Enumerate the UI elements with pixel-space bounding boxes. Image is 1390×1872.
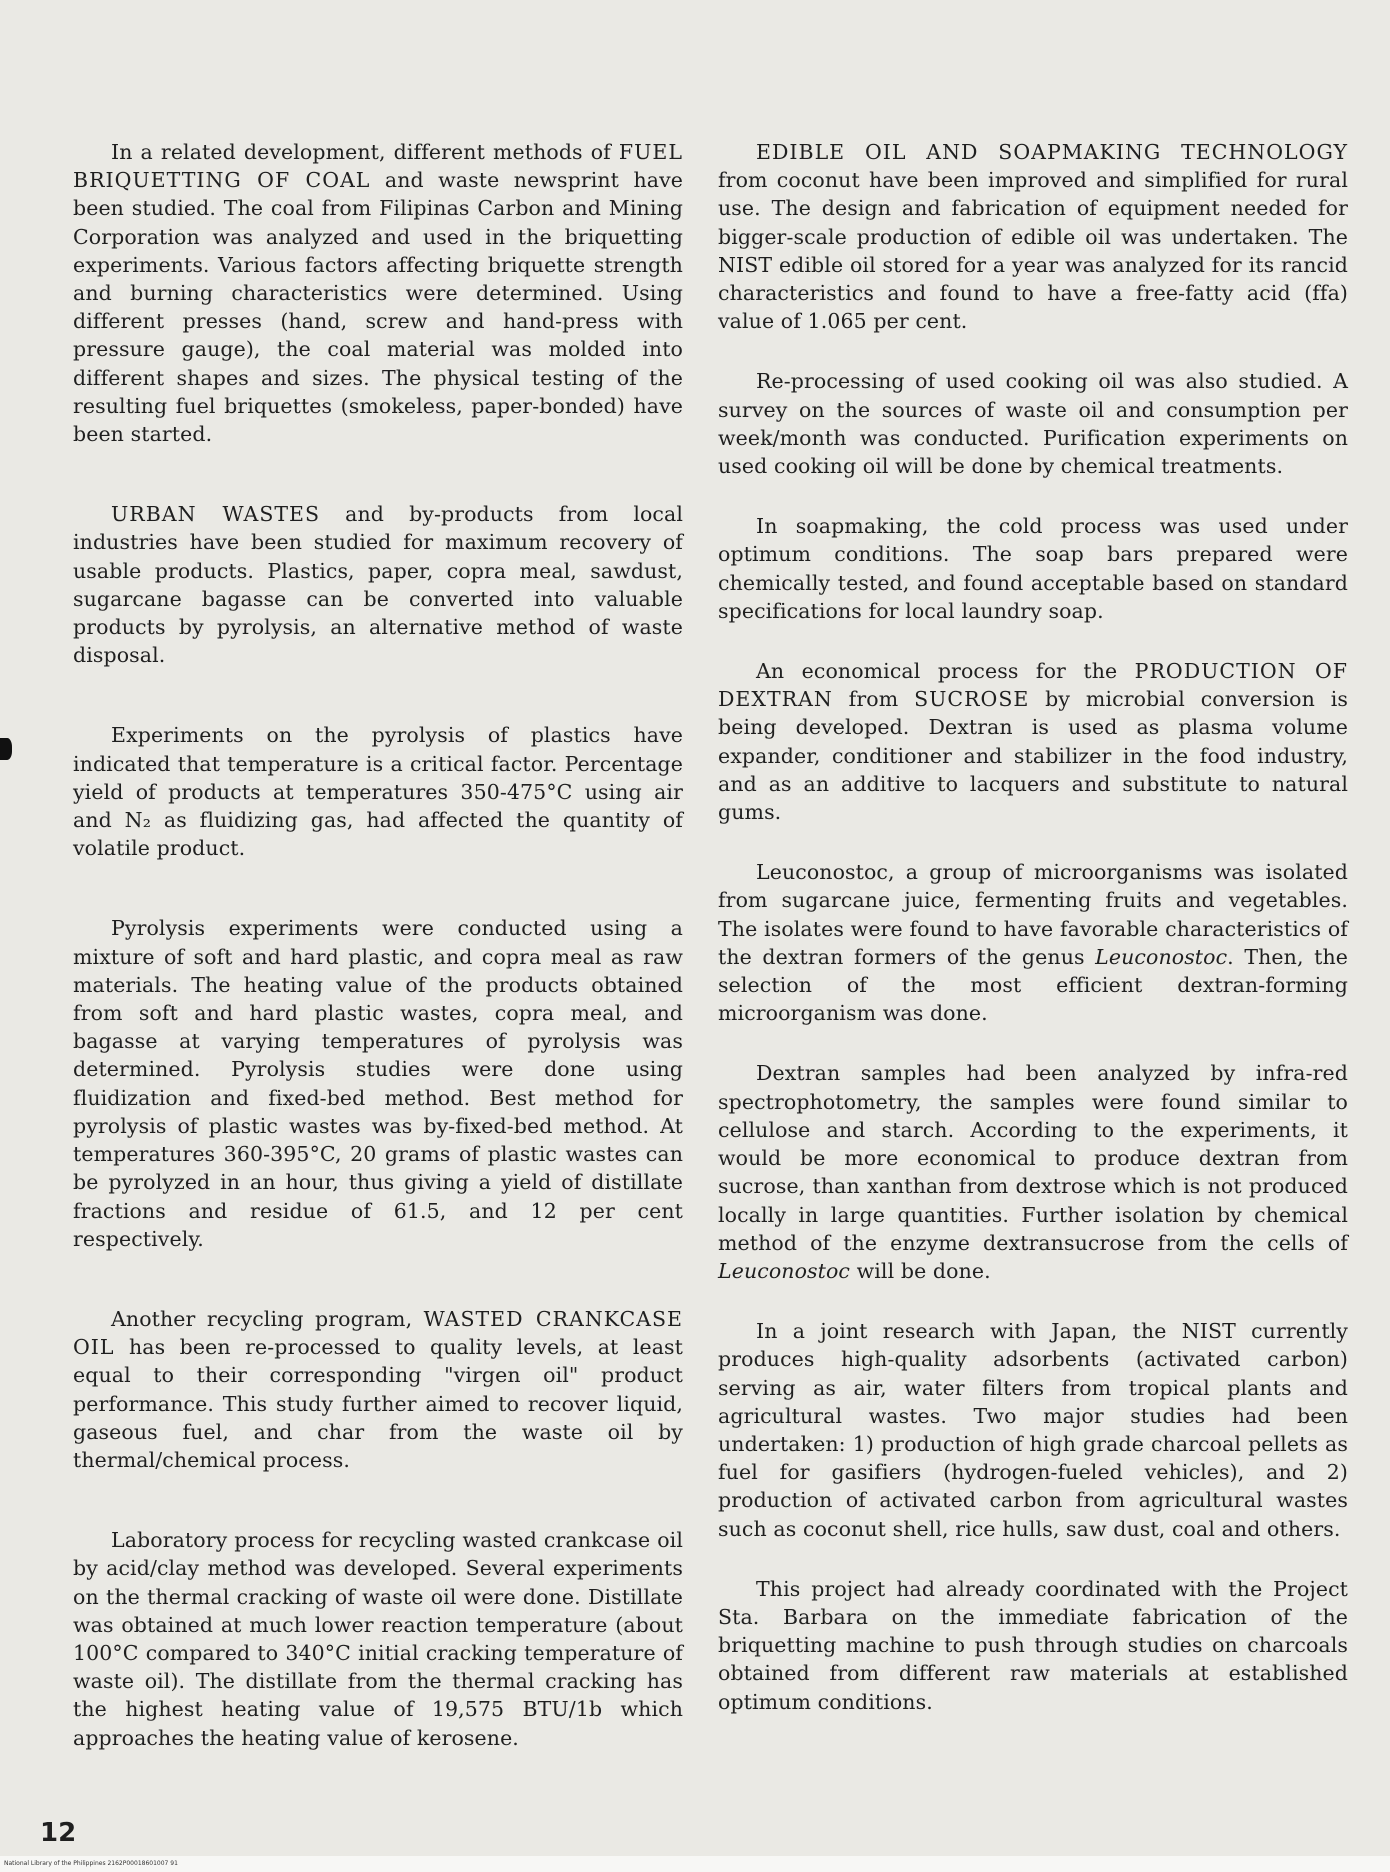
paragraph-leuconostoc: Leuconostoc, a group of microorganisms was isolated from sugarcane juice, fermenting fruits and vegetables. The isolates were found to have favorable characteristics of the dextran formers of the genus Leuconostoc. Then, the selection of the most efficient dextran-forming microorganism was done. (718, 860, 1348, 1026)
paragraph-fuel-briquetting: In a related development, different methods of FUEL BRIQUETTING OF COAL and waste newsprint have been studied. The coal from Filipinas Carbon and Mining Corporation was analyzed and used in the briquetting experiments. Various factors affecting briquette strength and burning characteristics were determined. Using different presses (hand, screw and hand-press with pressure gauge), the coal material was molded into different shapes and sizes. The physical testing of the resulting fuel briquettes (smokeless, paper-bonded) have been started. (73, 140, 684, 447)
paragraph-joint-research: In a joint research with Japan, the NIST currently produces high-quality adsorbents (activated carbon) serving as air, water filters from tropical plants and agricultural wastes. Two major studies had been undertaken: 1) production of high grade charcoal pellets as fuel for gasifiers (hydrogen-fueled vehicles), and 2) production of activated carbon from agricultural wastes such as coconut shell, rice hulls, saw dust, coal and others. (718, 1319, 1348, 1541)
paragraph-reprocessing-oil: Re-processing of used cooking oil was also studied. A survey on the sources of waste oil and consumption per week/month was conducted. Purification experiments on used cooking oil will be done by chemical treatments. (718, 369, 1348, 479)
paragraph-project-coordination: This project had already coordinated with the Project Sta. Barbara on the immediate fabrication of the briquetting machine to push through studies on charcoals obtained from different raw materials at established optimum conditions. (718, 1576, 1348, 1714)
paragraph-dextran-samples: Dextran samples had been analyzed by infra-red spectrophotometry, the samples were found similar to cellulose and starch. According to the experiments, it would be more economical to produce dextran from sucrose, than xanthan from dextrose which is not produced locally in large quantities. Further isolation by chemical method of the enzyme dextransucrose from the cells of Leuconostoc will be done. (718, 1061, 1348, 1283)
paragraph-pyrolysis-experiments: Pyrolysis experiments were conducted using a mixture of soft and hard plastic, and copra meal as raw materials. The heating value of the products obtained from soft and hard plastic wastes, copra meal, and bagasse at varying temperatures of pyrolysis was determined. Pyrolysis studies were done using fluidization and fixed-bed method. Best method for pyrolysis of plastic wastes was by-fixed-bed method. At temperatures 360-395°C, 20 grams of plastic wastes can be pyrolyzed in an hour, thus giving a yield of distillate fractions and residue of 61.5, and 12 per cent respectively. (73, 916, 683, 1251)
paragraph-crankcase-oil: Another recycling program, WASTED CRANKCASE OIL has been re-processed to quality levels, at least equal to their corresponding "virgen oil" product performance. This study further aimed to recover liquid, gaseous fuel, and char from the waste oil by thermal/chemical process. (73, 1306, 683, 1472)
right-column (718, 138, 1348, 1748)
paragraph-laboratory-process: Laboratory process for recycling wasted crankcase oil by acid/clay method was developed. Several experiments on the thermal cracking of waste oil were done. Distillate was obtained at much lower reaction temperature (about 100°C compared to 340°C initial cracking temperature of waste oil). The distillate from the thermal cracking has the highest heating value of 19,575 BTU/1b which approaches the heating value of kerosene. (73, 1528, 683, 1750)
page-number: 12 (40, 1818, 77, 1848)
scan-footer: National Library of the Philippines 2162P00018601007 91 (0, 1856, 1390, 1872)
margin-mark (0, 738, 12, 760)
paragraph-edible-oil: EDIBLE OIL AND SOAPMAKING TECHNOLOGY from coconut have been improved and simplified for rural use. The design and fabrication of equipment needed for bigger-scale production of edible oil was undertaken. The NIST edible oil stored for a year was analyzed for its rancid characteristics and found to have a free-fatty acid (ffa) value of 1.065 per cent. (718, 140, 1348, 334)
paragraph-pyrolysis-plastics: Experiments on the pyrolysis of plastics have indicated that temperature is a critical factor. Percentage yield of products at temperatures 350-475°C using air and N₂ as fluidizing gas, had affected the quantity of volatile product. (73, 723, 683, 861)
paragraph-dextran-production: An economical process for the PRODUCTION OF DEXTRAN from SUCROSE by microbial conversion is being developed. Dextran is used as plasma volume expander, conditioner and stabilizer in the food industry, and as an additive to lacquers and substitute to natural gums. (718, 659, 1348, 825)
left-column (73, 138, 683, 1804)
paragraph-urban-wastes: URBAN WASTES and by-products from local industries have been studied for maximum recovery of usable products. Plastics, paper, copra meal, sawdust, sugarcane bagasse can be converted into valuable products by pyrolysis, an alternative method of waste disposal. (73, 502, 683, 668)
paragraph-soapmaking: In soapmaking, the cold process was used under optimum conditions. The soap bars prepared were chemically tested, and found acceptable based on standard specifications for local laundry soap. (718, 514, 1348, 623)
